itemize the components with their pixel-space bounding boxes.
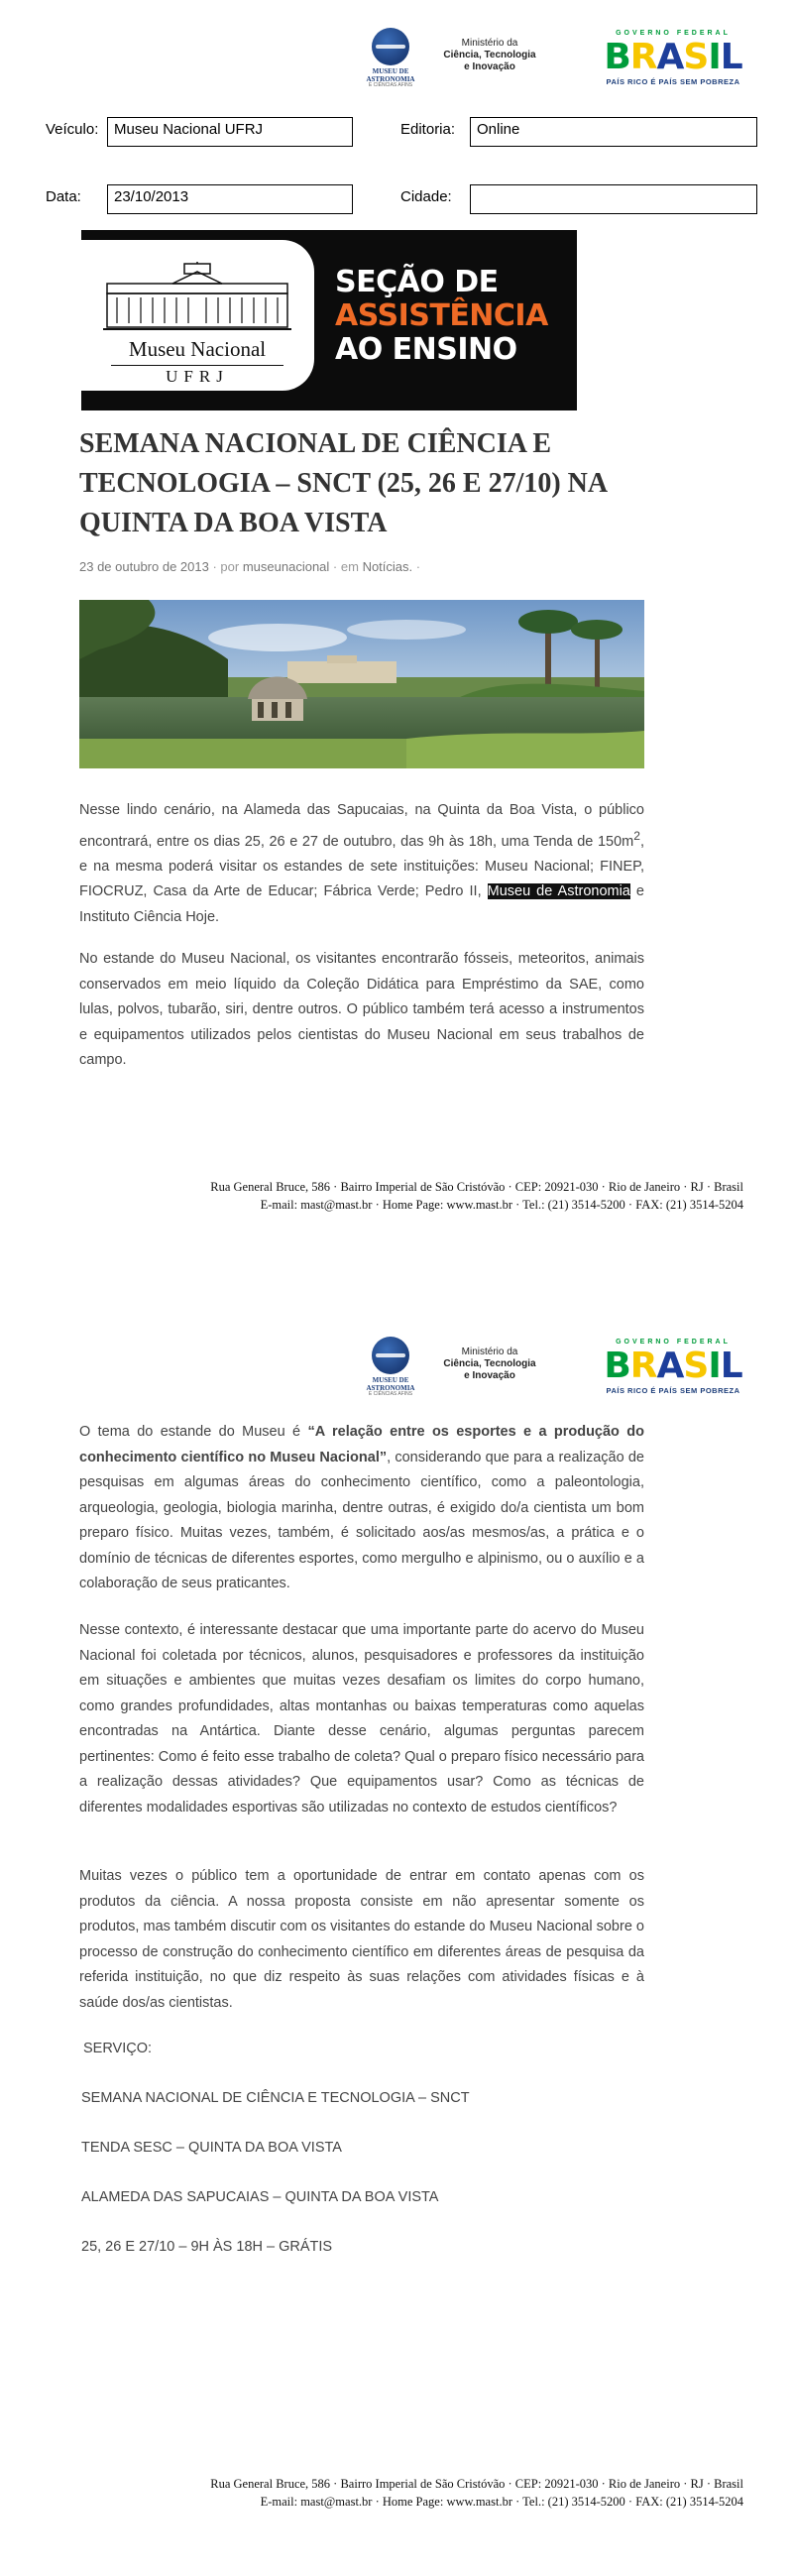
article-category[interactable]: Notícias [362, 559, 409, 574]
veiculo-field[interactable]: Museu Nacional UFRJ [107, 117, 353, 147]
brasil-letter: R [629, 37, 657, 77]
brasil-letter: I [708, 37, 721, 77]
veiculo-label: Veículo: [46, 121, 99, 138]
brasil-letter: S [683, 1346, 709, 1386]
article-title: SEMANA NACIONAL DE CIÊNCIA E TECNOLOGIA – SNCT (25, 26 E 27/10) NA QUINTA DA BOA VISTA [79, 428, 607, 538]
header-logos [359, 28, 755, 89]
museu-astronomia-highlight: Museu de Astronomia [487, 883, 630, 900]
header-logos [359, 1337, 755, 1398]
ministerio-line3: e Inovação [464, 61, 515, 72]
mast-logo-text: MUSEU DE ASTRONOMIA [366, 1376, 415, 1392]
mast-logo-sub: E CIÊNCIAS AFINS [368, 1391, 413, 1397]
brasil-slogan: PAÍS RICO É PAÍS SEM POBREZA [606, 77, 740, 86]
brasil-letter: R [629, 1346, 657, 1386]
article-paragraph-5: Muitas vezes o público tem a oportunidade de entrar em contato apenas com os produtos da ciência. A nossa proposta consiste em não apresentar somente os produtos, mas também discutir com os visitantes do estande do Museu Nacional sobre o processo de construção do conhecimento científico em diferentes áreas de pesquisa da referida instituição, no que diz respeito às suas relações com atividades físicas e à saúde dos/as cientistas. [79, 1868, 644, 2011]
data-label: Data: [46, 188, 81, 205]
editoria-field[interactable]: Online [470, 117, 757, 147]
governo-label: GOVERNO FEDERAL [616, 30, 731, 37]
governo-label: GOVERNO FEDERAL [616, 1339, 731, 1346]
brasil-letter: B [604, 37, 630, 77]
article-meta: 23 de outubro de 2013 · por museunacional · em Notícias. · [79, 559, 421, 574]
paragraph-3-part-b: , considerando que para a realização de pesquisas em algumas áreas do conhecimento científico, como a paleontologia, arqueologia, geologia, biologia marinha, dentre outras, é exigido do/a cientista um bom preparo físico. Muitas vezes, também, é solicitado aos/as mesmos/as, a prática e o domínio de técnicas de diferentes esportes, como mergulho e alpinismo, ou o auxílio e a colaboração de seus praticantes. [79, 1449, 644, 1591]
brasil-wordmark [589, 39, 757, 76]
footer-contact: E-mail: mast@mast.br · Home Page: www.mast.br · Tel.: (21) 3514-5200 · FAX: (21) 3514-5204 [260, 2495, 743, 2509]
mast-logo-sub: E CIÊNCIAS AFINS [368, 82, 413, 88]
banner-title-line3: AO ENSINO [335, 332, 517, 367]
article-paragraph-1 [79, 798, 644, 930]
ministerio-line1: Ministério da [461, 1347, 518, 1357]
banner-title [335, 266, 548, 367]
article-paragraph-2: No estande do Museu Nacional, os visitantes encontrarão fósseis, meteoritos, animais conservados em meio líquido da Coleção Didática para Empréstimo da SAE, como lulas, polvos, tubarão, siri, dentre outros. O público também terá acesso a instrumentos e equipamentos utilizados pelos cientistas do Museu Nacional em seus trabalhos de campo. [79, 951, 644, 1068]
globe-icon [372, 1337, 409, 1374]
paragraph-1-part-b: , e na mesma poderá visitar os estandes de sete instituições: Museu Nacional; FINEP, FIOCRUZ, Casa da Arte de Educar; Fábrica Verde; Pedro II, [79, 833, 644, 900]
brasil-letter: A [656, 1346, 684, 1386]
article-author[interactable]: museunacional [242, 559, 330, 574]
globe-icon [372, 28, 409, 65]
form-row-veiculo [46, 117, 759, 147]
paragraph-1-part-a: Nesse lindo cenário, na Alameda das Sapucaias, na Quinta da Boa Vista, o público encontrará, entre os dias 25, 26 e 27 de outubro, das 9h às 18h, uma Tenda de 150m [79, 802, 644, 850]
brasil-slogan: PAÍS RICO É PAÍS SEM POBREZA [606, 1386, 740, 1395]
article-paragraph-4: Nesse contexto, é interessante destacar que uma importante parte do acervo do Museu Nacional foi coletada por técnicos, alunos, pesquisadores e professores da instituição em situações e ambientes que muitas vezes desafiam os limites do corpo humano, como grandes profundidades, altas montanhas ou baixas temperaturas como aquelas encontradas na Antártica. Diante desse cenário, algumas perguntas parecem pertinentes: Como é feito esse trabalho de coleta? Qual o preparo físico necessário para a realização dessas atividades? Que equipamentos usar? Como as técnicas de diferentes modalidades esportivas são utilizadas no contexto de estudos científicos? [79, 1622, 644, 1815]
governo-brasil-logo [589, 1339, 757, 1396]
form-row-data [46, 184, 759, 214]
article-paragraph-3 [79, 1420, 644, 1597]
park-landscape-image [79, 600, 644, 768]
square-meter-superscript: 2 [633, 828, 640, 843]
service-location: ALAMEDA DAS SAPUCAIAS – QUINTA DA BOA VISTA [81, 2189, 439, 2205]
editoria-label: Editoria: [400, 121, 456, 138]
service-event-name: SEMANA NACIONAL DE CIÊNCIA E TECNOLOGIA – SNCT [81, 2090, 470, 2106]
data-field[interactable]: 23/10/2013 [107, 184, 353, 214]
ministerio-line2: Ciência, Tecnologia [443, 50, 536, 60]
governo-brasil-logo [589, 30, 757, 87]
brasil-letter: I [708, 1346, 721, 1386]
ministerio-line3: e Inovação [464, 1370, 515, 1381]
footer-contact: E-mail: mast@mast.br · Home Page: www.mast.br · Tel.: (21) 3514-5200 · FAX: (21) 3514-5204 [260, 1198, 743, 1212]
ministerio-logo [440, 38, 539, 73]
museum-building-icon [103, 262, 291, 331]
banner-logo-ufrj: UFRJ [166, 367, 229, 386]
banner-logo-divider [111, 365, 283, 366]
secao-assistencia-banner [81, 230, 577, 410]
brasil-letter: L [720, 37, 742, 77]
brasil-letter: S [683, 37, 709, 77]
paragraph-3-part-a: O tema do estande do Museu é [79, 1424, 301, 1440]
paragraph-1-part-c: e Instituto Ciência Hoje. [79, 883, 644, 925]
banner-logo-name: Museu Nacional [128, 337, 267, 361]
banner-title-line2: ASSISTÊNCIA [335, 298, 548, 333]
cidade-label: Cidade: [400, 188, 452, 205]
service-heading: SERVIÇO: [83, 2041, 153, 2056]
ministerio-line2: Ciência, Tecnologia [443, 1358, 536, 1369]
by-label: por [220, 559, 240, 574]
museu-nacional-logo [81, 240, 314, 391]
service-venue: TENDA SESC – QUINTA DA BOA VISTA [81, 2140, 342, 2156]
mast-logo-text: MUSEU DE ASTRONOMIA [366, 67, 415, 83]
footer-address: Rua General Bruce, 586 · Bairro Imperial de São Cristóvão · CEP: 20921-030 · Rio de Janeiro · RJ · Brasil [210, 1180, 743, 1194]
mast-logo [359, 1337, 422, 1396]
cidade-field[interactable] [470, 184, 757, 214]
clipping-page-1 [0, 0, 793, 1279]
quinta-boa-vista-photo [79, 600, 644, 768]
in-label: em [340, 559, 359, 574]
brasil-wordmark [589, 1347, 757, 1385]
page-2-footer [99, 2475, 743, 2511]
clipping-page-2 [0, 1309, 793, 2576]
brasil-letter: A [656, 37, 684, 77]
stand-theme-bold: “A relação entre os esportes e a produção do conhecimento científico no Museu Nacional” [79, 1424, 644, 1465]
brasil-letter: L [720, 1346, 742, 1386]
mast-logo [359, 28, 422, 87]
article-date[interactable]: 23 de outubro de 2013 [79, 559, 209, 574]
footer-address: Rua General Bruce, 586 · Bairro Imperial de São Cristóvão · CEP: 20921-030 · Rio de Janeiro · RJ · Brasil [210, 2477, 743, 2491]
banner-title-line1: SEÇÃO DE [335, 265, 499, 299]
ministerio-line1: Ministério da [461, 38, 518, 49]
ministerio-logo [440, 1347, 539, 1382]
brasil-letter: B [604, 1346, 630, 1386]
service-dates: 25, 26 E 27/10 – 9H ÀS 18H – GRÁTIS [81, 2239, 333, 2255]
page-1-footer [99, 1178, 743, 1214]
